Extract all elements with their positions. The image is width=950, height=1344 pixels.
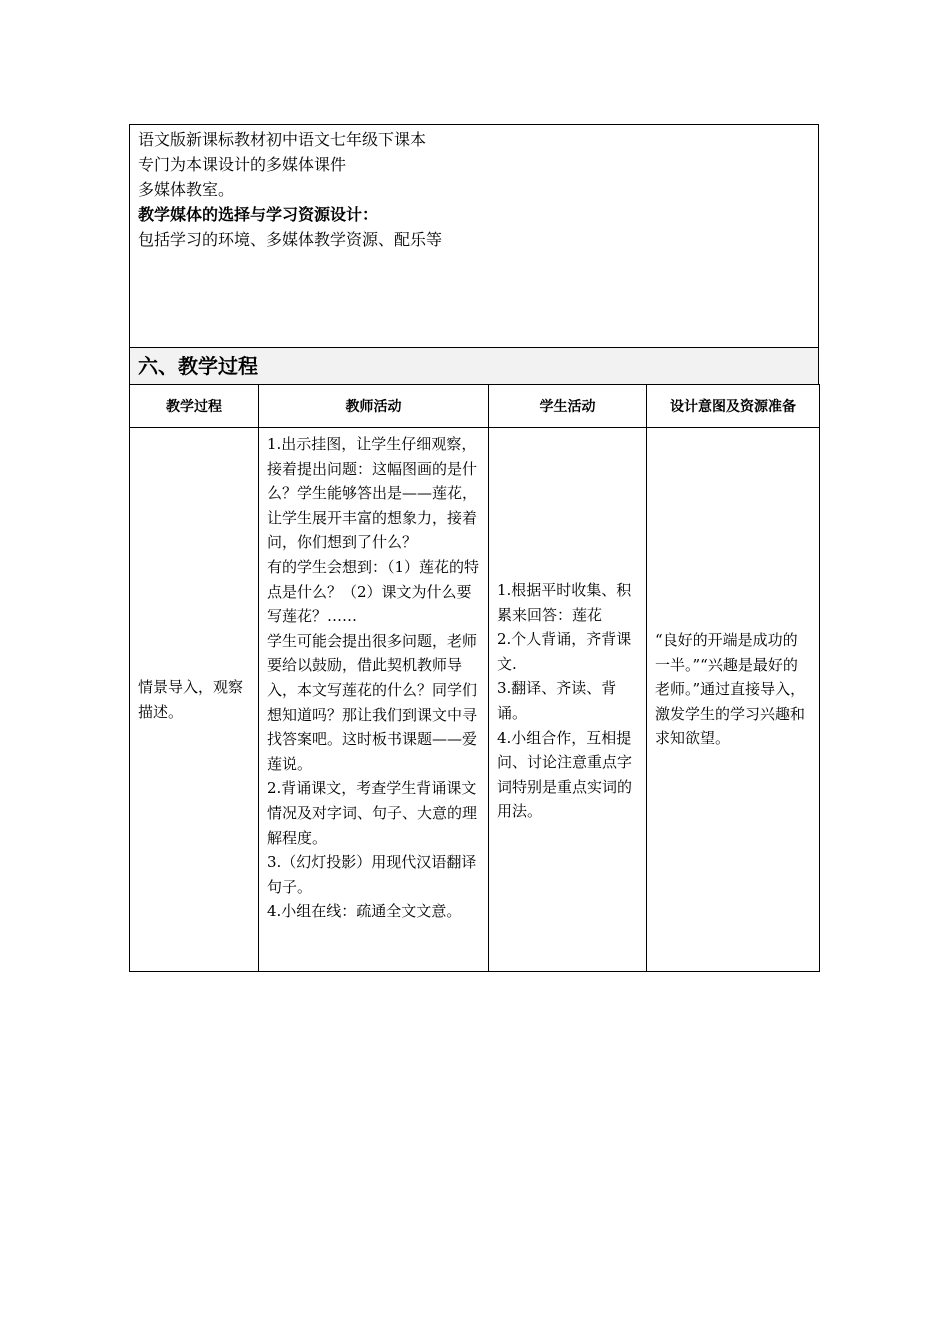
teacher-paragraph: 1.出示挂图，让学生仔细观察，接着提出问题：这幅图画的是什么？学生能够答出是——莲花，让学生展开丰富的想象力，接着问，你们想到了什么？ bbox=[267, 435, 478, 552]
lesson-plan-sheet bbox=[129, 124, 819, 972]
section-title: 六、教学过程 bbox=[129, 348, 819, 384]
textbook-line: 语文版新课标教材初中语文七年级下课本 bbox=[138, 130, 427, 149]
header-teacher: 教师活动 bbox=[259, 385, 489, 428]
student-paragraph: 1.根据平时收集、积累来回答：莲花 bbox=[497, 581, 632, 624]
teacher-paragraph: 2.背诵课文，考查学生背诵课文情况及对字词、句子、大意的理解程度。 bbox=[267, 779, 478, 847]
header-design: 设计意图及资源准备 bbox=[647, 385, 820, 428]
stage-text: 情景导入，观察描述。 bbox=[138, 677, 244, 721]
teacher-cell bbox=[259, 428, 489, 972]
design-text: “良好的开端是成功的一半。”“兴趣是最好的老师。”通过直接导入，激发学生的学习兴趣和求知欲望。 bbox=[655, 631, 806, 748]
student-paragraph: 3.翻译、齐读、背诵。 bbox=[497, 679, 617, 722]
teacher-paragraph: 学生可能会提出很多问题，老师要给以鼓励，借此契机教师导入，本文写莲花的什么？同学们想知道吗？那让我们到课文中寻找答案吧。这时板书课题——爱莲说。 bbox=[267, 631, 478, 773]
student-cell bbox=[489, 428, 647, 972]
student-paragraph: 4.小组合作，互相提问、讨论注意重点字词特别是重点实词的用法。 bbox=[497, 728, 633, 821]
teaching-process-table bbox=[129, 384, 820, 972]
teacher-paragraph: 有的学生会想到：（1）莲花的特点是什么？（2）课文为什么要写莲花？…… bbox=[267, 557, 480, 626]
teacher-paragraph: 4.小组在线：疏通全文文意。 bbox=[267, 902, 462, 921]
stage-cell bbox=[130, 428, 259, 972]
design-cell bbox=[647, 428, 820, 972]
classroom-line: 多媒体教室。 bbox=[138, 180, 235, 199]
student-paragraph: 2.个人背诵，齐背课文. bbox=[497, 630, 632, 673]
table-header-row bbox=[130, 385, 820, 428]
resources-box bbox=[129, 124, 819, 348]
header-student: 学生活动 bbox=[489, 385, 647, 428]
table-row bbox=[130, 428, 820, 972]
header-stage: 教学过程 bbox=[130, 385, 259, 428]
courseware-line: 专门为本课设计的多媒体课件 bbox=[138, 155, 347, 174]
media-design-heading: 教学媒体的选择与学习资源设计： bbox=[138, 205, 379, 224]
environment-line: 包括学习的环境、多媒体教学资源、配乐等 bbox=[138, 230, 443, 249]
teacher-paragraph: 3.（幻灯投影）用现代汉语翻译句子。 bbox=[267, 853, 477, 896]
